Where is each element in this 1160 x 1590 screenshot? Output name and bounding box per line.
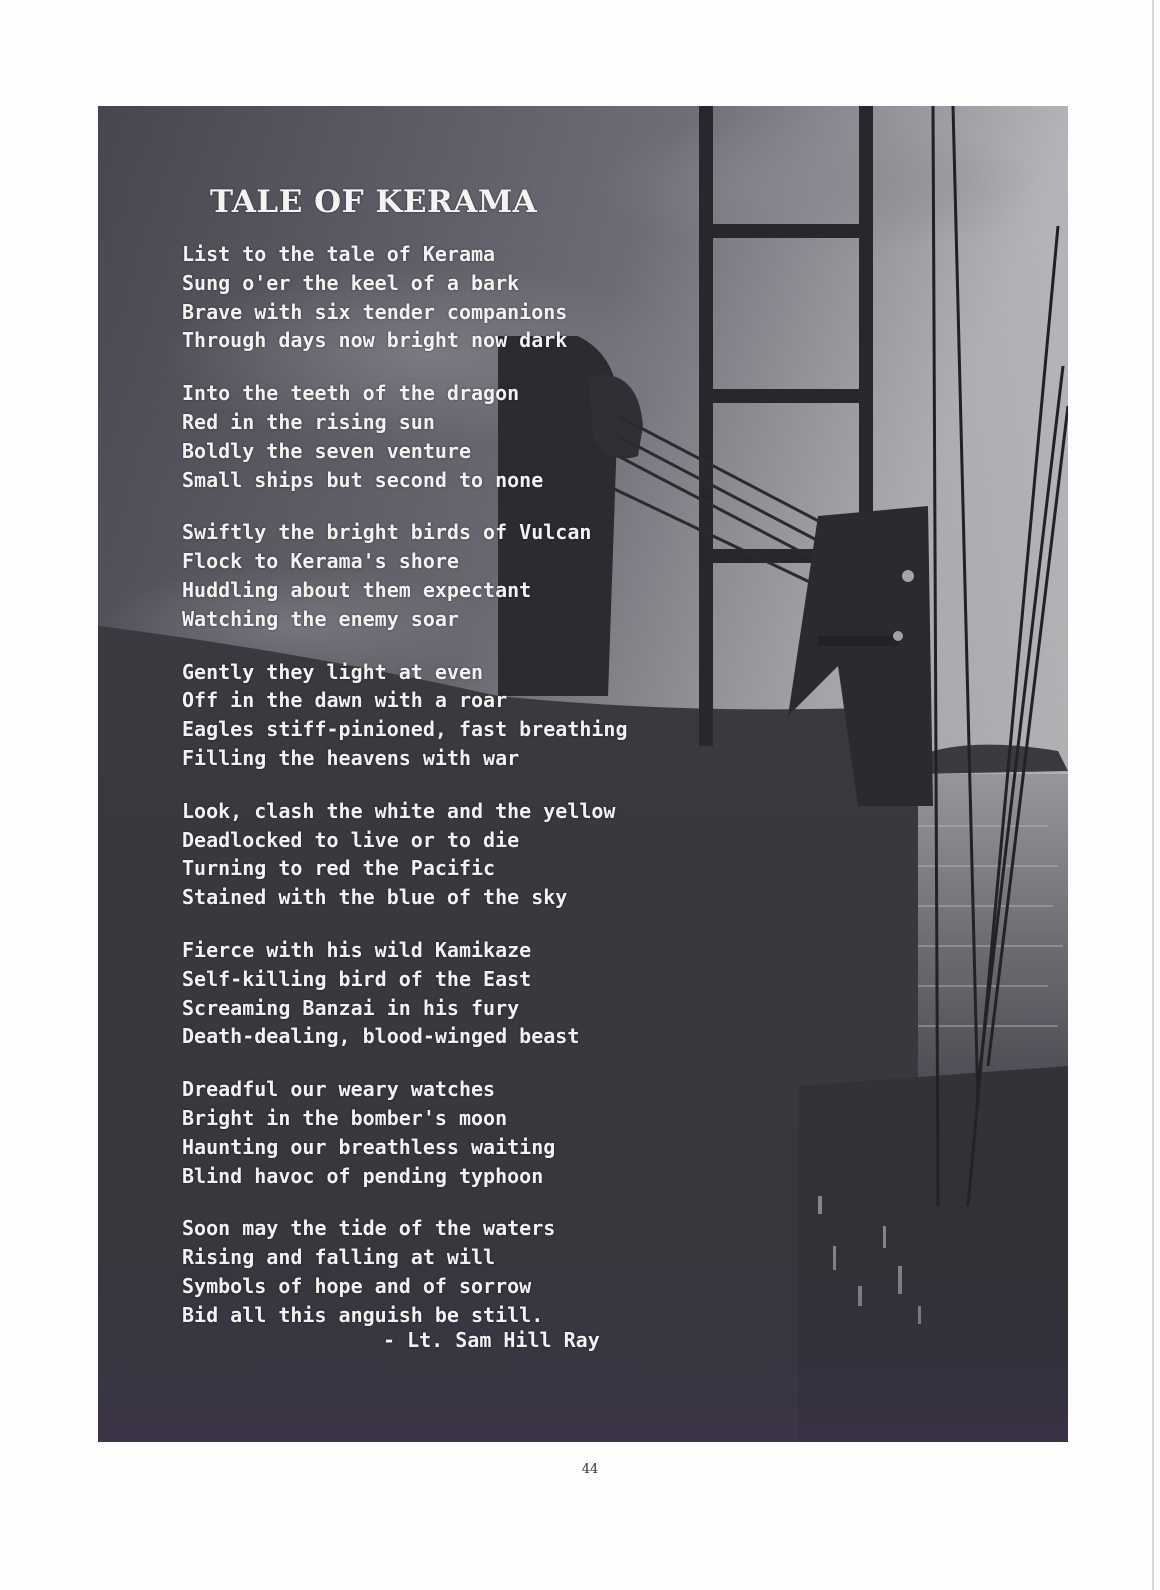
page-number: 44 xyxy=(581,1462,599,1477)
stanza xyxy=(182,240,742,355)
poem-line: Stained with the blue of the sky xyxy=(182,885,568,910)
poem-line: Red in the rising sun xyxy=(182,409,435,434)
page-edge-shadow xyxy=(1152,0,1154,1590)
poem-line: Soon may the tide of the waters xyxy=(182,1216,556,1241)
poem-attribution: - Lt. Sam Hill Ray xyxy=(383,1328,600,1352)
poem-line: Gently they light at even xyxy=(182,659,484,684)
poem-line: Screaming Banzai in his fury xyxy=(182,995,520,1020)
poem-line: Filling the heavens with war xyxy=(182,745,520,770)
poem-line: Off in the dawn with a roar xyxy=(182,688,508,713)
poem-line: Boldly the seven venture xyxy=(182,438,471,463)
stanza xyxy=(182,379,742,494)
poem-line: Haunting our breathless waiting xyxy=(182,1134,556,1159)
poem-line: Swiftly the bright birds of Vulcan xyxy=(182,520,592,545)
poem-line: Huddling about them expectant xyxy=(182,577,532,602)
poem-line: Through days now bright now dark xyxy=(182,328,568,353)
poem-line: Bid all this anguish be still. xyxy=(182,1302,544,1327)
poem xyxy=(182,184,742,1354)
poem-line: Blind havoc of pending typhoon xyxy=(182,1163,544,1188)
poem-line: Death-dealing, blood-winged beast xyxy=(182,1024,580,1049)
poem-line: Small ships but second to none xyxy=(182,467,544,492)
poem-title: TALE OF KERAMA xyxy=(210,184,538,220)
poem-line: Sung o'er the keel of a bark xyxy=(182,270,520,295)
stanza xyxy=(182,797,742,912)
stanza xyxy=(182,1214,742,1329)
poem-line: Flock to Kerama's shore xyxy=(182,549,459,574)
poem-line: Turning to red the Pacific xyxy=(182,856,496,881)
stanza xyxy=(182,518,742,633)
poem-line: Bright in the bomber's moon xyxy=(182,1105,508,1130)
poem-line: Dreadful our weary watches xyxy=(182,1077,496,1102)
poem-line: Deadlocked to live or to die xyxy=(182,827,520,852)
stanza xyxy=(182,658,742,773)
stanza xyxy=(182,936,742,1051)
poem-line: Symbols of hope and of sorrow xyxy=(182,1273,532,1298)
poem-line: Rising and falling at will xyxy=(182,1245,496,1270)
poem-line: Self-killing bird of the East xyxy=(182,966,532,991)
poem-line: Eagles stiff-pinioned, fast breathing xyxy=(182,717,628,742)
stanza xyxy=(182,1075,742,1190)
poem-line: Brave with six tender companions xyxy=(182,299,568,324)
poem-line: Watching the enemy soar xyxy=(182,606,459,631)
poem-line: List to the tale of Kerama xyxy=(182,242,496,266)
poem-line: Into the teeth of the dragon xyxy=(182,381,520,406)
poem-line: Fierce with his wild Kamikaze xyxy=(182,937,532,962)
background-photo xyxy=(98,106,1068,1442)
poem-line: Look, clash the white and the yellow xyxy=(182,798,616,823)
